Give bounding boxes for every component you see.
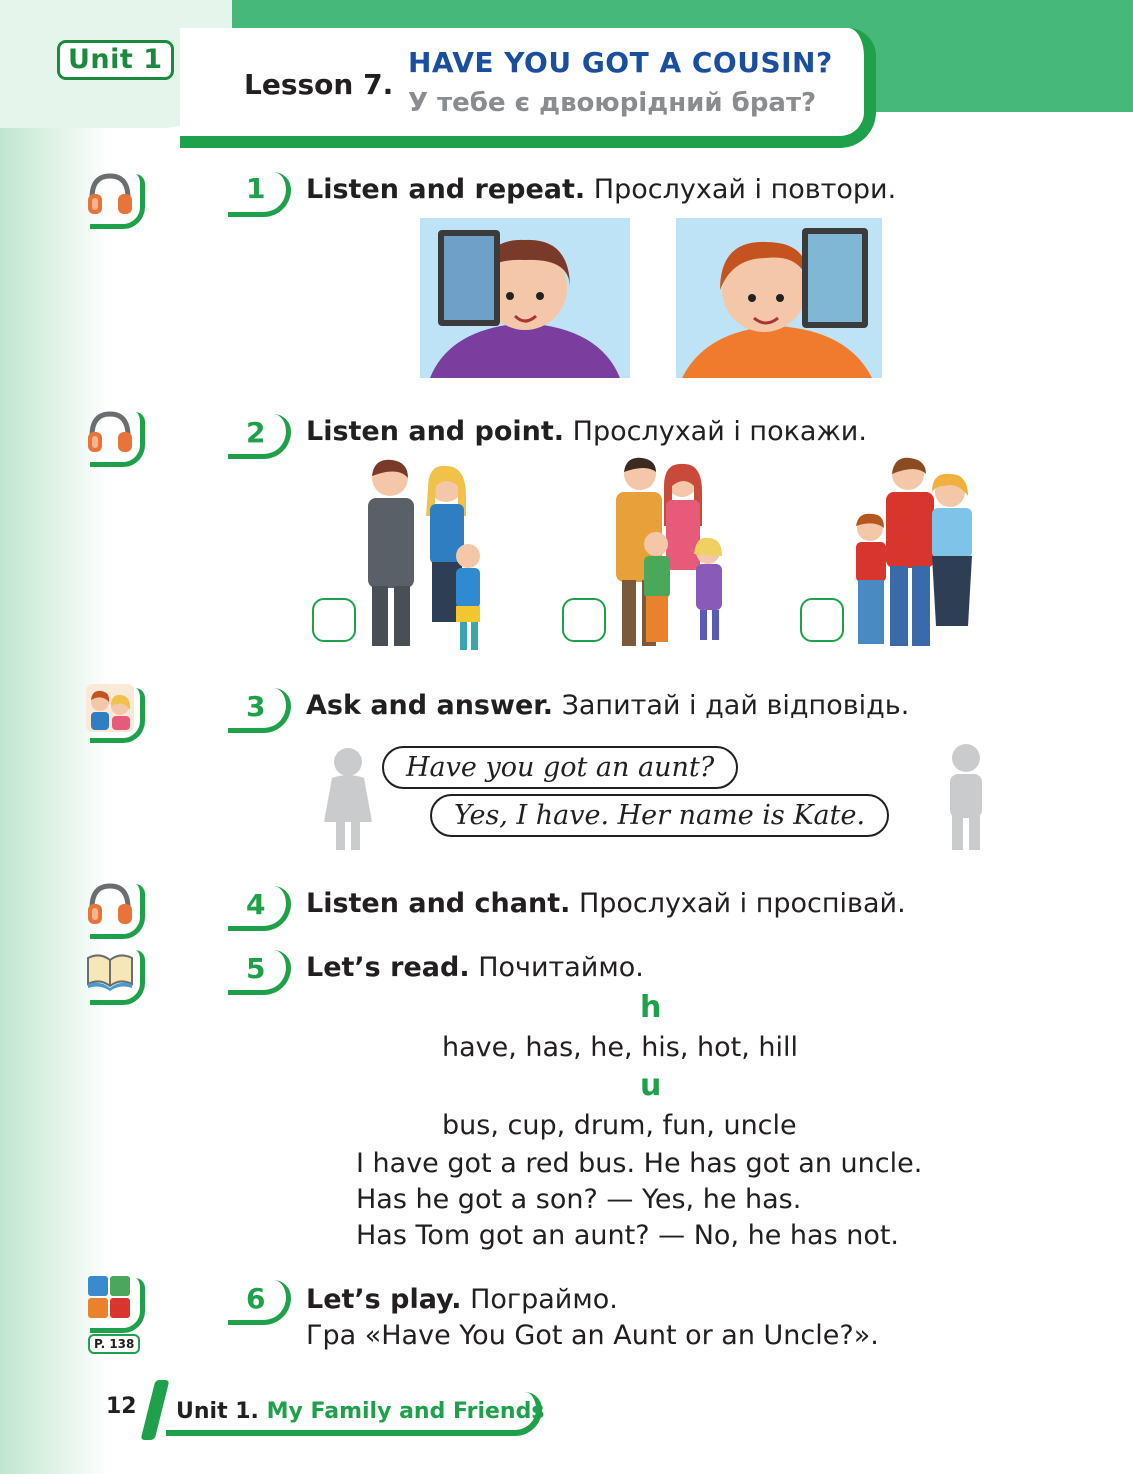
task-number: 6 <box>246 1282 266 1315</box>
task-number-frame <box>228 414 291 459</box>
boy-silhouette <box>938 740 994 852</box>
family-picture-1 <box>350 456 500 654</box>
lesson-title-ukrainian: У тебе є двоюрідний брат? <box>408 88 817 118</box>
headphones-icon[interactable] <box>84 406 140 462</box>
task-instruction: Let’s play. Пограймо. <box>306 1284 618 1315</box>
picture-2-checkbox[interactable] <box>562 598 606 642</box>
speech-bubble-answer: Yes, I have. Her name is Kate. <box>430 794 889 837</box>
lesson-title-english: HAVE YOU GOT A COUSIN? <box>408 46 833 79</box>
task-instruction: Listen and chant. Прослухай і проспівай. <box>306 888 906 919</box>
task-instruction: Listen and repeat. Прослухай і повтори. <box>306 174 897 205</box>
task-number: 4 <box>246 888 266 921</box>
page-reference: P. 138 <box>88 1334 140 1354</box>
task-number: 2 <box>246 416 266 449</box>
task-number: 1 <box>246 172 266 205</box>
game-cubes-icon[interactable] <box>84 1272 140 1328</box>
reading-sentence: I have got a red bus. He has got an uncle. <box>356 1148 923 1179</box>
pair-work-icon[interactable] <box>84 682 140 738</box>
reading-sentence: Has he got a son? — Yes, he has. <box>356 1184 802 1215</box>
task-instruction: Ask and answer. Запитай і дай відповідь. <box>306 690 910 721</box>
girl-silhouette <box>318 744 378 852</box>
picture-3-checkbox[interactable] <box>800 598 844 642</box>
speech-bubble-question: Have you got an aunt? <box>382 746 738 789</box>
task-number-frame <box>228 1280 291 1325</box>
headphones-icon[interactable] <box>84 168 140 224</box>
task-number-frame <box>228 172 291 217</box>
reading-sentence: Has Tom got an aunt? — No, he has not. <box>356 1220 900 1251</box>
reading-letter-u: u <box>640 1068 662 1103</box>
task-number: 5 <box>246 952 266 985</box>
picture-1-checkbox[interactable] <box>312 598 356 642</box>
reading-words-h: have, has, he, his, hot, hill <box>442 1032 799 1063</box>
footer-title: Unit 1. My Family and Friends <box>176 1399 545 1424</box>
task-number-frame <box>228 688 291 733</box>
headphones-icon[interactable] <box>84 878 140 934</box>
unit-badge: Unit 1 <box>57 40 174 80</box>
task-instruction: Let’s read. Почитаймо. <box>306 952 644 983</box>
family-picture-2 <box>600 456 740 654</box>
reading-letter-h: h <box>640 990 662 1025</box>
task-instruction: Listen and point. Прослухай і покажи. <box>306 416 867 447</box>
boy-with-tablet-picture <box>676 218 882 378</box>
reading-words-u: bus, cup, drum, fun, uncle <box>442 1110 797 1141</box>
lesson-label: Lesson 7. <box>244 68 394 101</box>
family-picture-3 <box>846 456 992 654</box>
book-icon[interactable] <box>84 944 140 1000</box>
task-number: 3 <box>246 690 266 723</box>
game-description: Гра «Have You Got an Aunt or an Uncle?». <box>306 1320 879 1351</box>
girl-with-tablet-picture <box>420 218 630 378</box>
task-number-frame <box>228 950 291 995</box>
task-number-frame <box>228 886 291 931</box>
page-number: 12 <box>106 1394 137 1419</box>
